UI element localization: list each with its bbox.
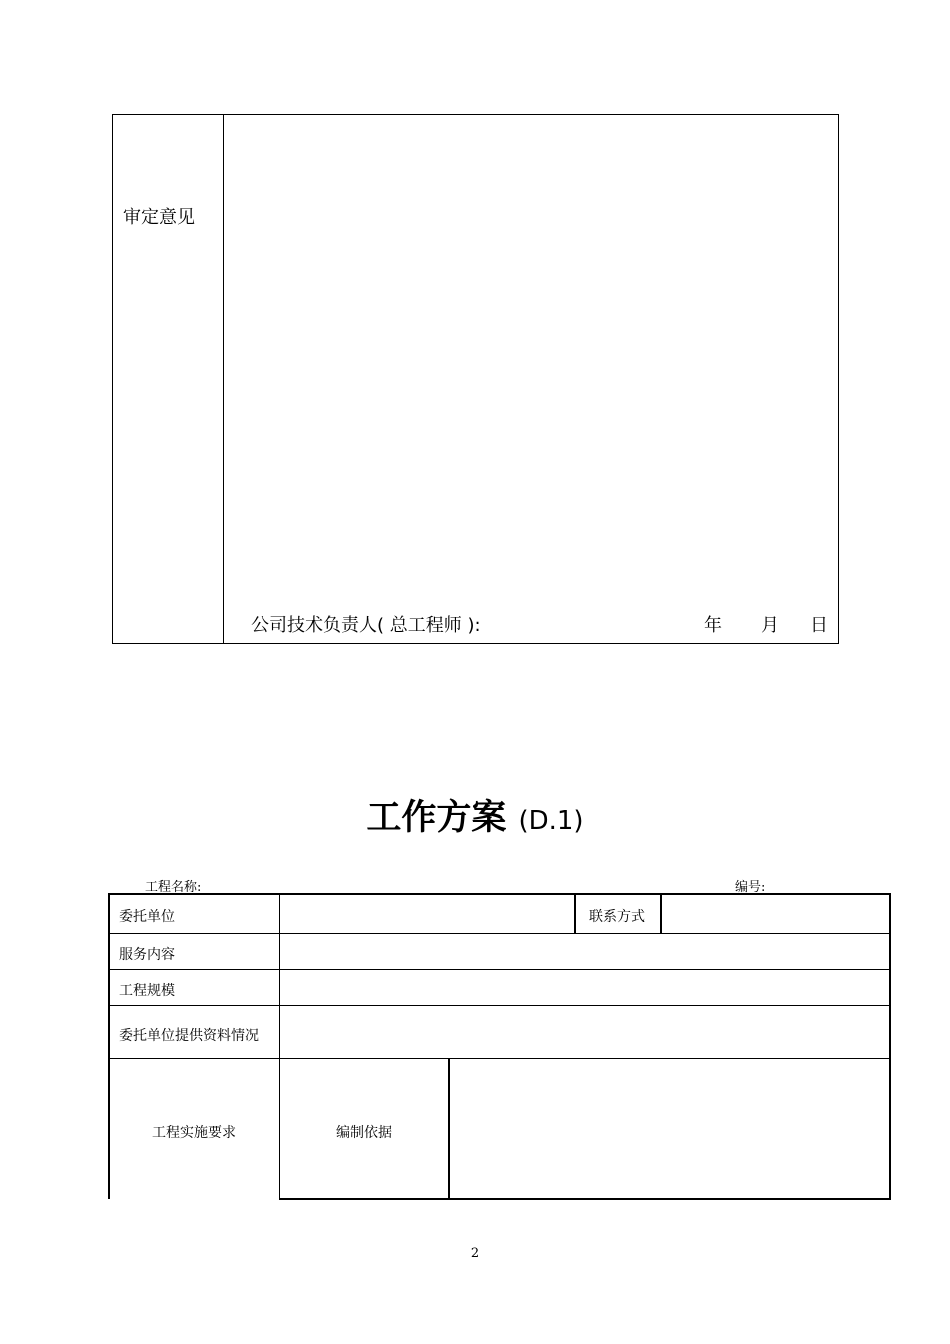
title-text: 工作方案 <box>366 798 507 838</box>
number-label: 编号: <box>735 880 766 895</box>
col-line <box>448 1058 450 1199</box>
basis-label: 编制依据 <box>336 1125 392 1141</box>
table-border-left <box>108 893 110 1199</box>
row-line <box>109 1058 891 1059</box>
col-line <box>660 893 662 933</box>
materials-label: 委托单位提供资料情况 <box>119 1028 259 1044</box>
requirements-label: 工程实施要求 <box>152 1125 236 1141</box>
service-label: 服务内容 <box>119 947 175 963</box>
page-number: 2 <box>470 1246 480 1261</box>
table-border-right <box>889 893 891 1200</box>
table-border-bottom <box>279 1198 891 1200</box>
contact-label: 联系方式 <box>589 909 645 925</box>
row-line <box>109 1005 891 1006</box>
signer-label: 公司技术负责人( 总工程师 ): <box>251 615 481 636</box>
col-line <box>279 893 280 1199</box>
day-label: 日 <box>810 615 828 636</box>
review-label: 审定意见 <box>123 207 195 228</box>
year-label: 年 <box>704 615 722 636</box>
scale-label: 工程规模 <box>119 983 175 999</box>
project-name-label: 工程名称: <box>145 880 202 895</box>
col-line <box>574 893 576 933</box>
row-line <box>109 969 891 970</box>
month-label: 月 <box>761 615 779 636</box>
table-border-top <box>109 893 891 895</box>
row-line <box>109 933 891 934</box>
client-label: 委托单位 <box>119 909 175 925</box>
title-code: (D.1) <box>518 806 584 836</box>
